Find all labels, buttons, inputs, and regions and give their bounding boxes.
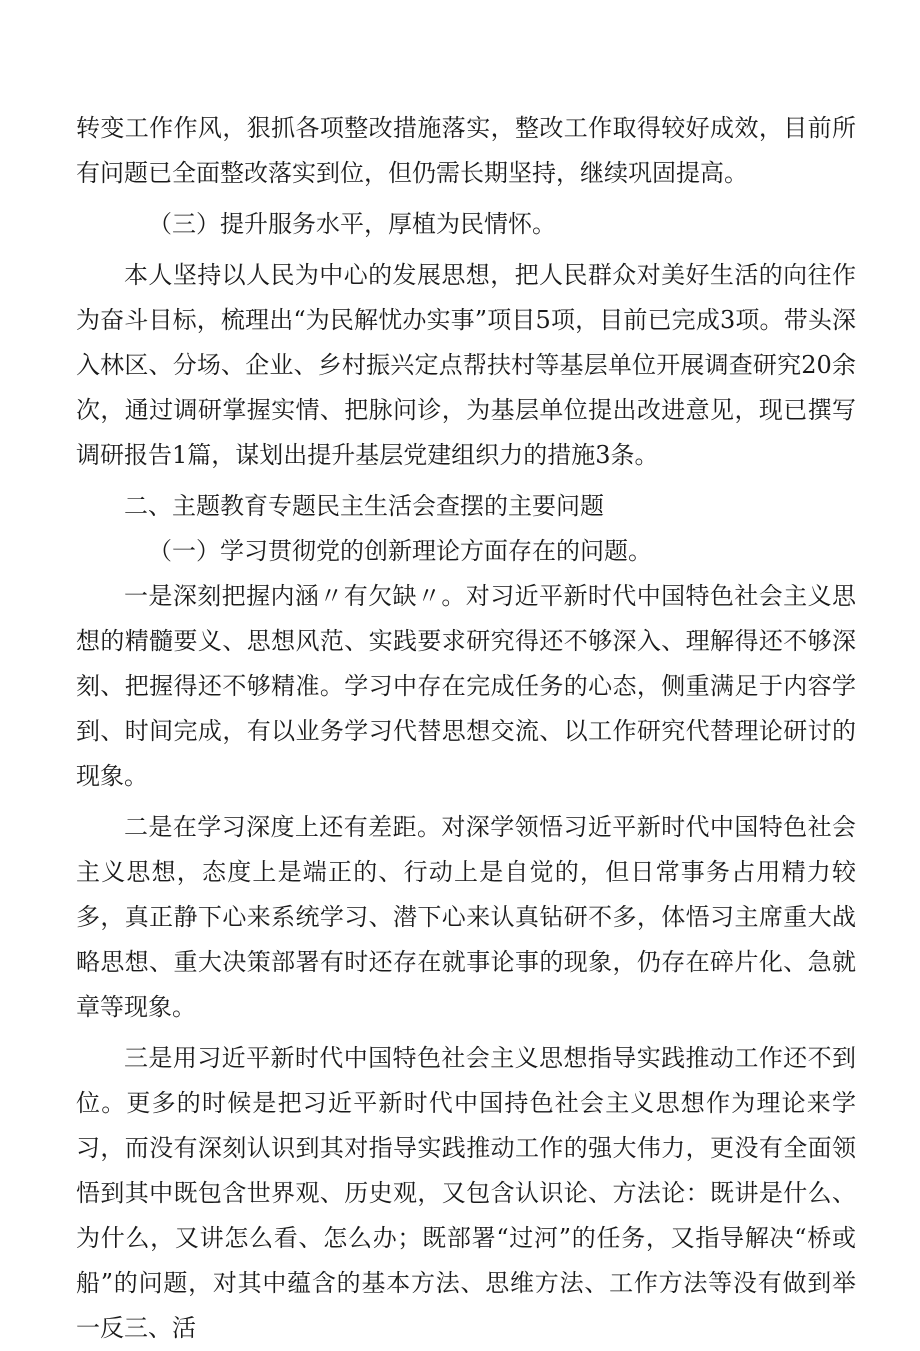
paragraph-problem-two: 二是在学习深度上还有差距。对深学领悟习近平新时代中国特色社会主义思想，态度上是端正的、行动上是自觉的，但日常事务占用精力较多，真正静下心来系统学习、潜下心来认真钻研不多，体悟习主席重大战略思想、重大决策部署有时还存在就事论事的现象，仍存在碎片化、急就章等现象。 <box>76 813 856 1021</box>
section-heading-theory-problems: （一）学习贯彻党的创新理论方面存在的问题。 <box>148 537 652 565</box>
paragraph-problem-one: 一是深刻把握内涵〃有欠缺〃。对习近平新时代中国特色社会主义思想的精髓要义、思想风范、实践要求研究得还不够深入、理解得还不够深刻、把握得还不够精准。学习中存在完成任务的心态，侧重满足于内容学到、时间完成，有以业务学习代替思想交流、以工作研究代替理论研讨的现象。 <box>76 582 856 790</box>
chapter-heading-main-problems: 二、主题教育专题民主生活会查摆的主要问题 <box>124 492 604 520</box>
document-body <box>76 106 856 1351</box>
paragraph-continuation: 转变工作作风，狠抓各项整改措施落实，整改工作取得较好成效，目前所有问题已全面整改落实到位，但仍需长期坚持，继续巩固提高。 <box>76 114 856 187</box>
paragraph-serve-people: 本人坚持以人民为中心的发展思想，把人民群众对美好生活的向往作为奋斗目标，梳理出“为民解忧办实事”项目5项，目前已完成3项。带头深入林区、分场、企业、乡村振兴定点帮扶村等基层单位开展调查研究20余次，通过调研掌握实情、把脉问诊，为基层单位提出改进意见，现已撰写调研报告1篇，谋划出提升基层党建组织力的措施3条。 <box>76 261 856 469</box>
section-heading-serve-people: （三）提升服务水平，厚植为民情怀。 <box>148 210 556 238</box>
paragraph-problem-three: 三是用习近平新时代中国特色社会主义思想指导实践推动工作还不到位。更多的时候是把习近平新时代中国持色社会主义思想作为理论来学习，而没有深刻认识到其对指导实践推动工作的强大伟力，更没有全面领悟到其中既包含世界观、历史观，又包含认识论、方法论：既讲是什么、为什么，又讲怎么看、怎么办；既部署“过河”的任务，又指导解决“桥或船”的问题，对其中蕴含的基本方法、思维方法、工作方法等没有做到举一反三、活 <box>76 1044 856 1342</box>
